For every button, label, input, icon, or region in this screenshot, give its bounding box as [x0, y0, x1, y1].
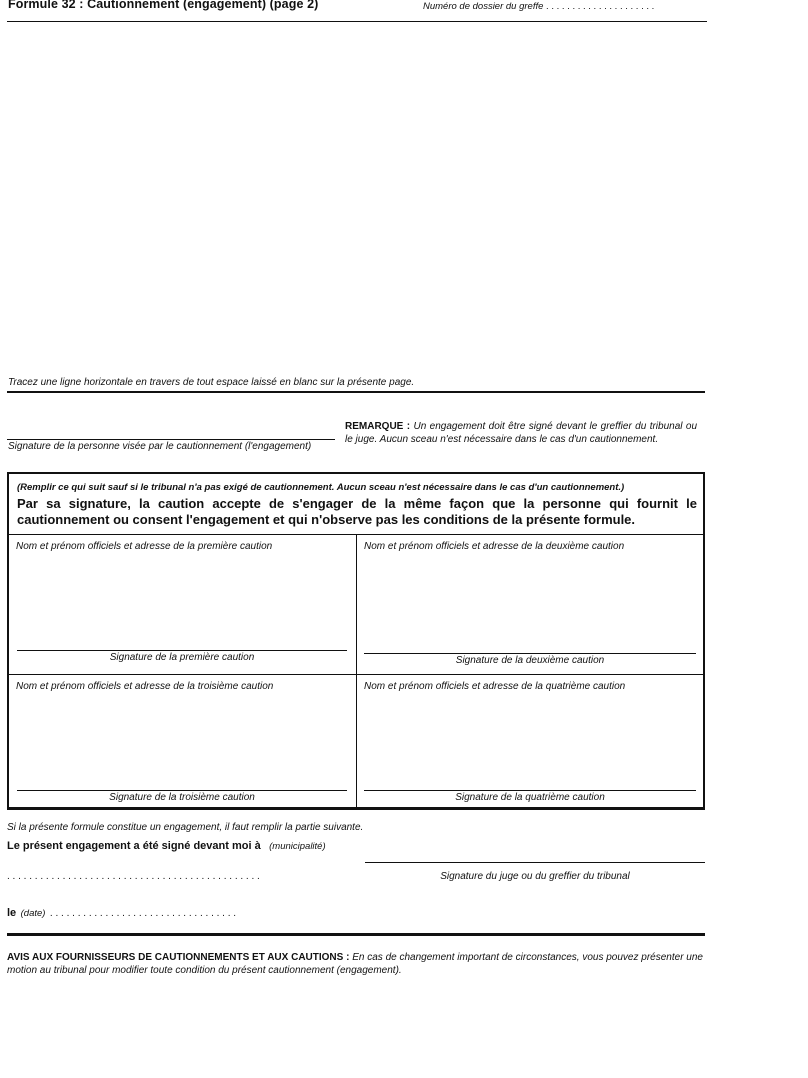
date-prefix: le	[7, 907, 17, 919]
surety-signature-label: Signature de la deuxième caution	[455, 655, 605, 666]
surety-cell-fourth	[357, 675, 703, 807]
person-signature-label: Signature de la personne visée par le cautionnement (l'engagement)	[8, 441, 312, 452]
supplier-notice	[7, 952, 707, 977]
remarque-note	[345, 421, 697, 446]
surety-name-label: Nom et prénom officiels et adresse de la première caution	[16, 541, 273, 552]
notice-text: En cas de changement important de circonstances, vous pouvez présenter une motion au tribunal pour modifier toute condition du présent cautionnement (engagement).	[7, 952, 703, 976]
surety-name-label: Nom et prénom officiels et adresse de la quatrième caution	[364, 681, 626, 692]
surety-signature-label: Signature de la première caution	[109, 652, 255, 663]
form-title: Formule 32 : Cautionnement (engagement) (page 2)	[8, 0, 319, 11]
municipality-field[interactable]: . . . . . . . . . . . . . . . . . . . . . . . . . . . . . . . . . . . . . . . . . . . . . .	[7, 871, 260, 882]
remarque-label: REMARQUE :	[345, 421, 411, 432]
judge-signature-line[interactable]	[365, 862, 705, 863]
surety-signature-label: Signature de la quatrième caution	[455, 792, 605, 803]
signed-before-text: Le présent engagement a été signé devant moi à	[7, 840, 261, 852]
remarque-text: Un engagement doit être signé devant le greffier du tribunal ou le juge. Aucun sceau n'est nécessaire dans le cas d'un cautionnement.	[345, 421, 698, 445]
date-field[interactable]: . . . . . . . . . . . . . . . . . . . . . . . . . . . . . . . . . .	[49, 908, 237, 919]
blank-space-rule	[7, 391, 705, 393]
surety-box	[7, 472, 705, 810]
surety-signature-line[interactable]	[364, 653, 696, 654]
surety-cell-third	[9, 675, 356, 807]
file-number-label: Numéro de dossier du greffe	[423, 1, 544, 12]
header-rule	[7, 21, 707, 22]
judge-signature-label: Signature du juge ou du greffier du tribunal	[440, 871, 630, 882]
blank-space-instruction: Tracez une ligne horizontale en travers de tout espace laissé en blanc sur la présente page.	[8, 377, 415, 388]
surety-signature-line[interactable]	[364, 790, 696, 791]
file-number-dots: . . . . . . . . . . . . . . . . . . . . .	[546, 1, 655, 12]
surety-cell-second	[357, 535, 703, 674]
date-line	[7, 903, 236, 921]
surety-cell-first	[9, 535, 356, 674]
surety-signature-line[interactable]	[17, 650, 347, 651]
file-number-field	[423, 1, 654, 12]
municipality-label: (municipalité)	[269, 841, 326, 852]
surety-name-label: Nom et prénom officiels et adresse de la troisième caution	[16, 681, 274, 692]
signed-before-line	[7, 836, 326, 854]
surety-signature-label: Signature de la troisième caution	[109, 792, 255, 803]
notice-label: AVIS AUX FOURNISSEURS DE CAUTIONNEMENTS ET AUX CAUTIONS :	[7, 952, 350, 963]
surety-name-label: Nom et prénom officiels et adresse de la deuxième caution	[364, 541, 625, 552]
engagement-instruction: Si la présente formule constitue un engagement, il faut remplir la partie suivante.	[7, 822, 364, 833]
surety-heading: Par sa signature, la caution accepte de s'engager de la même façon que la personne qui fournit le cautionnement ou consent l'engagement et qui n'observe pas les conditions de la présente formule.	[17, 496, 697, 527]
surety-intro: (Remplir ce qui suit sauf si le tribunal n'a pas exigé de cautionnement. Aucun sceau n'est nécessaire dans le cas d'un cautionnement.)	[17, 482, 625, 493]
person-signature-line[interactable]	[7, 439, 335, 440]
notice-rule	[7, 933, 705, 936]
date-label: (date)	[20, 908, 46, 919]
surety-signature-line[interactable]	[17, 790, 347, 791]
